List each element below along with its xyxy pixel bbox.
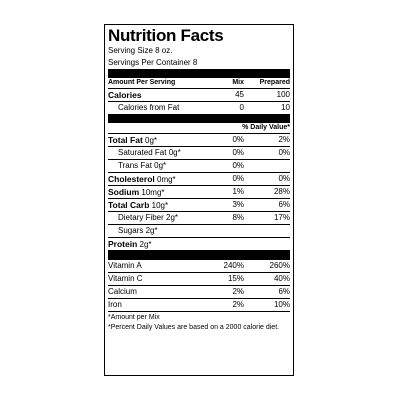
serving-size: Serving Size 8 oz. xyxy=(108,46,173,55)
nutrient-prepared-value: 17% xyxy=(273,213,290,222)
nutrient-prepared-value: 0% xyxy=(278,148,290,157)
nutrient-mix-value: 8% xyxy=(232,213,244,222)
nutrient-name-detail: Sugars 2g* xyxy=(118,226,158,235)
nutrient-name-bold: Cholesterol xyxy=(108,173,155,184)
vitamin-prepared-value: 40% xyxy=(273,274,290,283)
nutrient-prepared-value: 2% xyxy=(278,135,290,144)
nutrient-mix-value: 0% xyxy=(232,161,244,170)
vitamin-prepared-value: 260% xyxy=(269,261,290,270)
vitamin-mix-value: 2% xyxy=(232,287,244,296)
nutrient-name xyxy=(108,134,198,147)
label-title: Nutrition Facts xyxy=(108,26,224,45)
nutrient-mix-value: 3% xyxy=(232,200,244,209)
vitamin-row xyxy=(108,260,290,273)
vitamin-row xyxy=(108,299,290,312)
nutrient-name-bold: Sodium xyxy=(108,186,140,197)
nutrient-prepared-value: 28% xyxy=(273,187,290,196)
nutrient-name xyxy=(108,199,198,212)
nutrient-name-detail: 10g* xyxy=(149,200,169,210)
nutrient-prepared-value: 0% xyxy=(278,174,290,183)
nutrient-row xyxy=(108,147,290,160)
vitamin-name: Calcium xyxy=(108,287,137,296)
amount-header-row xyxy=(108,78,290,89)
nutrient-name xyxy=(108,238,198,251)
nutrient-row xyxy=(108,173,290,186)
vitamin-mix-value: 15% xyxy=(227,274,244,283)
nutrient-prepared-value: 6% xyxy=(278,200,290,209)
nutrient-name-detail: 0mg* xyxy=(154,174,176,184)
nutrient-mix-value: 0% xyxy=(232,135,244,144)
vitamin-prepared-value: 6% xyxy=(278,287,290,296)
nutrient-name-detail: Saturated Fat 0g* xyxy=(118,148,181,157)
nutrient-name-detail: 10mg* xyxy=(139,187,165,197)
footnote-per-mix: *Amount per Mix xyxy=(108,314,160,321)
vitamin-prepared-value: 10% xyxy=(273,300,290,309)
calories-from-fat-label: Calories from Fat xyxy=(118,103,180,112)
nutrients-list xyxy=(108,134,290,251)
nutrient-mix-value: 1% xyxy=(232,187,244,196)
daily-value-header: % Daily Value* xyxy=(242,124,290,131)
footnote-daily-value: *Percent Daily Values are based on a 2000 calorie diet. xyxy=(108,324,280,331)
nutrient-row xyxy=(108,199,290,212)
nutrient-name xyxy=(108,186,198,199)
vitamin-row xyxy=(108,273,290,286)
calories-from-fat-prepared-value: 10 xyxy=(281,103,290,112)
vitamin-mix-value: 240% xyxy=(223,261,244,270)
vitamin-row xyxy=(108,286,290,299)
calories-mix-value: 45 xyxy=(235,90,244,99)
daily-value-header-row xyxy=(108,123,290,134)
nutrient-name xyxy=(108,147,198,159)
mix-column-header: Mix xyxy=(232,79,244,86)
nutrient-mix-value: 0% xyxy=(232,174,244,183)
vitamin-name: Vitamin A xyxy=(108,261,142,270)
nutrient-name-bold: Protein xyxy=(108,238,138,249)
nutrient-name-detail: Trans Fat 0g* xyxy=(118,161,167,170)
nutrient-name-bold: Total Fat xyxy=(108,134,143,145)
nutrient-row xyxy=(108,225,290,238)
nutrient-row xyxy=(108,134,290,147)
nutrient-name xyxy=(108,173,198,186)
nutrient-name xyxy=(108,212,198,224)
nutrient-row xyxy=(108,186,290,199)
vitamins-list xyxy=(108,260,290,312)
calories-row xyxy=(108,89,290,102)
calories-prepared-value: 100 xyxy=(276,90,290,99)
nutrient-name-detail: 2g* xyxy=(137,239,152,249)
nutrient-name xyxy=(108,225,198,237)
vitamin-name: Vitamin C xyxy=(108,274,143,283)
nutrient-name-bold: Total Carb xyxy=(108,199,150,210)
nutrient-row xyxy=(108,160,290,173)
calories-from-fat-mix-value: 0 xyxy=(239,103,244,112)
nutrient-row xyxy=(108,212,290,225)
nutrition-facts-label xyxy=(104,24,294,376)
servings-per-container: Servings Per Container 8 xyxy=(108,58,198,67)
thick-divider xyxy=(108,69,290,78)
vitamin-name: Iron xyxy=(108,300,122,309)
nutrient-mix-value: 0% xyxy=(232,148,244,157)
vitamin-mix-value: 2% xyxy=(232,300,244,309)
thick-divider xyxy=(108,251,290,260)
thick-divider xyxy=(108,114,290,123)
calories-label: Calories xyxy=(108,90,142,100)
nutrient-name xyxy=(108,160,198,172)
calories-from-fat-row xyxy=(108,102,290,114)
nutrient-row xyxy=(108,238,290,251)
amount-header-label: Amount Per Serving xyxy=(108,79,176,86)
prepared-column-header: Prepared xyxy=(259,79,290,86)
nutrient-name-detail: Dietary Fiber 2g* xyxy=(118,213,179,222)
nutrient-name-detail: 0g* xyxy=(142,135,158,145)
